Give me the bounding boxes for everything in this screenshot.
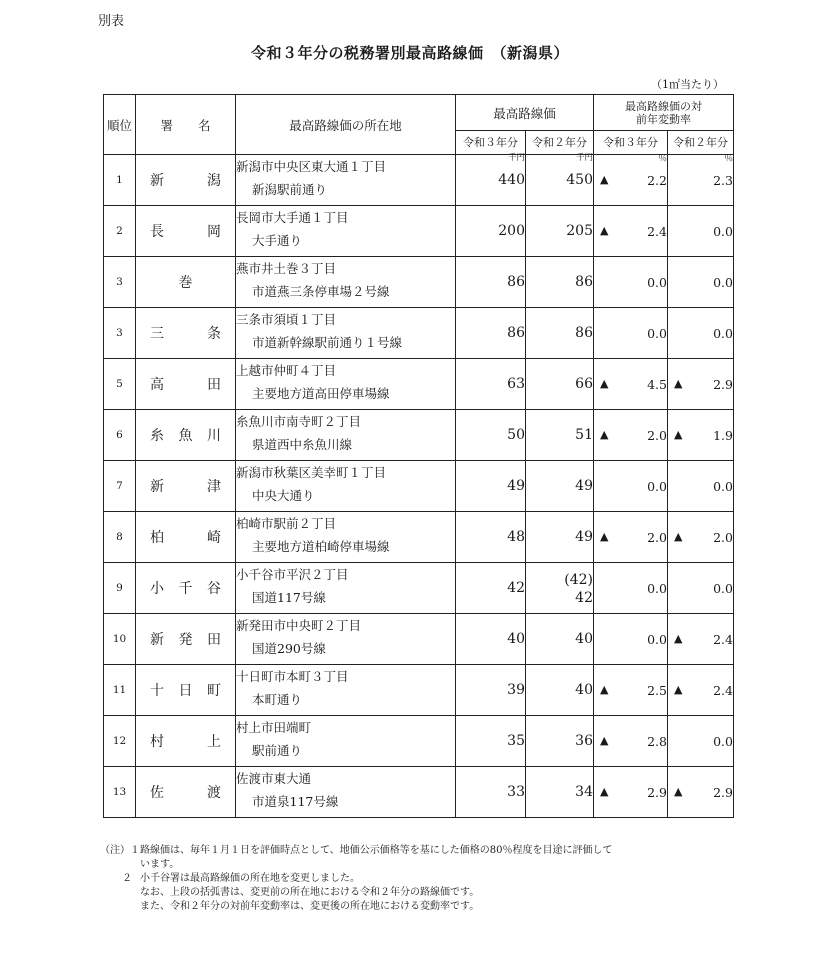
rate-r2: 2.4: [713, 631, 733, 647]
header-rate: [594, 95, 734, 131]
price-r3: 35: [507, 733, 525, 749]
rate-r3-cell: [594, 665, 668, 716]
rate-r3: 2.2: [647, 172, 667, 188]
location-line-2: 市道新幹線駅前通り１号線: [252, 335, 403, 350]
location-cell: [236, 155, 456, 206]
price-r3-cell: [456, 155, 526, 206]
table-row: [104, 767, 734, 818]
price-r2-cell: [526, 308, 594, 359]
office-char: 小: [150, 581, 164, 597]
header-rate-r2: 令和２年分: [668, 131, 734, 155]
price-r3-cell: [456, 614, 526, 665]
location-line-1: 新発田市中央町２丁目: [236, 618, 362, 633]
location-cell: [236, 716, 456, 767]
rate-r2: 2.9: [713, 376, 733, 392]
rate-r2-cell: [668, 410, 734, 461]
price-r2: 86: [575, 274, 593, 290]
rate-r2-cell: [668, 155, 734, 206]
price-r3: 50: [507, 427, 525, 443]
rate-r3: 0.0: [647, 478, 667, 494]
office-cell: [136, 512, 236, 563]
price-r2: 40: [575, 631, 593, 647]
price-r2: 40: [575, 682, 593, 698]
price-r3: 33: [507, 784, 525, 800]
location-line-2: 本町通り: [252, 692, 303, 707]
price-r3: 49: [507, 478, 525, 494]
rate-r2-cell: [668, 359, 734, 410]
rate-r2-cell: [668, 512, 734, 563]
price-r3: 200: [498, 223, 525, 239]
rate-r3-cell: [594, 614, 668, 665]
price-r2: 86: [575, 325, 593, 341]
rate-r3: 2.0: [647, 529, 667, 545]
price-r3: 40: [507, 631, 525, 647]
rank-cell: 5: [104, 359, 136, 410]
notes: [100, 844, 740, 914]
office-char: 田: [207, 377, 221, 393]
rate-r2-cell: [668, 206, 734, 257]
location-line-1: 長岡市大手通１丁目: [236, 210, 349, 225]
header-rate-label: 最高路線価の対前年変動率: [625, 99, 702, 126]
location-cell: [236, 665, 456, 716]
price-r3-cell: [456, 716, 526, 767]
office-char: 川: [207, 428, 221, 444]
rate-r3: 4.5: [647, 376, 667, 392]
decrease-triangle-icon: ▲: [600, 376, 609, 390]
office-char: 魚: [178, 428, 193, 444]
table-row: [104, 716, 734, 767]
rate-r2-cell: [668, 461, 734, 512]
office-char: 上: [207, 734, 221, 750]
location-line-2: 主要地方道柏崎停車場線: [252, 539, 390, 554]
rate-unit: ％: [724, 153, 733, 164]
price-r2: 42: [575, 590, 593, 606]
table-body: [104, 155, 734, 818]
price-r2-cell: [526, 716, 594, 767]
rank-cell: 8: [104, 512, 136, 563]
rank-cell: 7: [104, 461, 136, 512]
location-line-1: 上越市仲町４丁目: [236, 363, 337, 378]
price-r2-cell: [526, 665, 594, 716]
office-char: 村: [150, 734, 164, 750]
office-char: 日: [178, 683, 193, 699]
header-office: 署 名: [136, 95, 236, 155]
price-r2-prev: (42): [564, 572, 593, 588]
location-line-1: 村上市田端町: [236, 720, 312, 735]
rate-r3: 0.0: [647, 274, 667, 290]
location-line-2: 市道燕三条停車場２号線: [252, 284, 390, 299]
header-price: 最高路線価: [456, 95, 594, 131]
price-r2: 450: [566, 172, 593, 188]
rate-r2: 0.0: [713, 274, 733, 290]
rate-r2: 0.0: [713, 580, 733, 596]
rate-r3: 2.8: [647, 733, 667, 749]
location-line-1: 燕市井土巻３丁目: [236, 261, 337, 276]
rate-r3-cell: [594, 410, 668, 461]
price-r3: 42: [507, 580, 525, 596]
office-cell: [136, 563, 236, 614]
office-char: 田: [207, 632, 221, 648]
rate-r3: 2.9: [647, 784, 667, 800]
office-char: 糸: [150, 428, 164, 444]
note-2-label: ２: [122, 873, 132, 884]
location-cell: [236, 512, 456, 563]
office-char: 柏: [150, 530, 164, 546]
office-char: 十: [150, 683, 164, 699]
price-r3: 86: [507, 325, 525, 341]
price-r2-cell: [526, 767, 594, 818]
price-r3-cell: [456, 665, 526, 716]
office-char: 発: [178, 632, 193, 648]
office-char: 佐: [150, 785, 164, 801]
office-char: 高: [150, 377, 164, 393]
rate-r2-cell: [668, 563, 734, 614]
location-line-2: 国道290号線: [252, 641, 326, 656]
rate-r3-cell: [594, 563, 668, 614]
rate-r2-cell: [668, 614, 734, 665]
price-r2-cell: [526, 359, 594, 410]
header-location: 最高路線価の所在地: [236, 95, 456, 155]
location-cell: [236, 563, 456, 614]
rate-r3: 0.0: [647, 325, 667, 341]
table-row: [104, 614, 734, 665]
location-cell: [236, 410, 456, 461]
location-cell: [236, 614, 456, 665]
rate-r2-cell: [668, 257, 734, 308]
header-rank: 順位: [104, 95, 136, 155]
location-line-1: 三条市須頃１丁目: [236, 312, 337, 327]
price-r2: 36: [575, 733, 593, 749]
table-row: [104, 665, 734, 716]
table-row: [104, 308, 734, 359]
header-price-r2: 令和２年分: [526, 131, 594, 155]
rate-r2: 2.3: [713, 172, 733, 188]
unit-label: （1㎡当たり）: [651, 78, 724, 91]
price-r3-cell: [456, 461, 526, 512]
price-r3-cell: [456, 410, 526, 461]
rate-r3-cell: [594, 308, 668, 359]
rate-r3-cell: [594, 359, 668, 410]
location-line-1: 小千谷市平沢２丁目: [236, 567, 349, 582]
price-r2-cell: [526, 257, 594, 308]
decrease-triangle-icon: ▲: [600, 427, 609, 441]
price-r3: 86: [507, 274, 525, 290]
location-line-2: 主要地方道高田停車場線: [252, 386, 390, 401]
location-line-2: 駅前通り: [252, 743, 303, 758]
rank-cell: 13: [104, 767, 136, 818]
office-char: 巻: [178, 275, 193, 291]
rank-cell: 9: [104, 563, 136, 614]
location-line-1: 十日町市本町３丁目: [236, 669, 349, 684]
decrease-triangle-icon: ▲: [600, 223, 609, 237]
table-row: [104, 257, 734, 308]
rank-cell: 2: [104, 206, 136, 257]
rank-cell: 3: [104, 257, 136, 308]
rate-r2: 0.0: [713, 478, 733, 494]
rate-r2-cell: [668, 767, 734, 818]
rate-r3: 2.0: [647, 427, 667, 443]
office-char: 渡: [207, 785, 221, 801]
location-cell: [236, 257, 456, 308]
decrease-triangle-icon: ▲: [674, 529, 683, 543]
office-cell: [136, 767, 236, 818]
decrease-triangle-icon: ▲: [600, 172, 609, 186]
price-r2-cell: [526, 512, 594, 563]
location-cell: [236, 461, 456, 512]
price-r2: 66: [575, 376, 593, 392]
price-r2: 51: [575, 427, 593, 443]
office-cell: [136, 206, 236, 257]
note-1b: います。: [140, 859, 180, 870]
rank-cell: 10: [104, 614, 136, 665]
rate-r3-cell: [594, 155, 668, 206]
office-char: 谷: [207, 581, 221, 597]
price-unit: 千円: [575, 153, 593, 163]
price-r3: 63: [507, 376, 525, 392]
rate-unit: ％: [658, 153, 667, 164]
table-row: [104, 461, 734, 512]
location-line-1: 新潟市秋葉区美幸町１丁目: [236, 465, 387, 480]
table-row: [104, 512, 734, 563]
table-row: [104, 563, 734, 614]
rate-r2: 2.9: [713, 784, 733, 800]
note-1a: 路線価は、毎年１月１日を評価時点として、地価公示価格等を基にした価格の80％程度を目途に評価して: [140, 845, 613, 856]
rank-cell: 11: [104, 665, 136, 716]
rate-r2: 1.9: [713, 427, 733, 443]
price-r2: 205: [566, 223, 593, 239]
rate-r2-cell: [668, 665, 734, 716]
decrease-triangle-icon: ▲: [600, 529, 609, 543]
price-r3-cell: [456, 308, 526, 359]
office-cell: [136, 155, 236, 206]
decrease-triangle-icon: ▲: [674, 682, 683, 696]
table-row: [104, 359, 734, 410]
note-2a: 小千谷署は最高路線価の所在地を変更しました。: [140, 873, 360, 884]
price-r3-cell: [456, 359, 526, 410]
price-r3: 39: [507, 682, 525, 698]
location-line-1: 佐渡市東大通: [236, 771, 312, 786]
decrease-triangle-icon: ▲: [674, 427, 683, 441]
office-char: 津: [207, 479, 221, 495]
location-line-1: 柏崎市駅前２丁目: [236, 516, 337, 531]
office-char: 潟: [207, 173, 221, 189]
page-title: 令和３年分の税務署別最高路線価 （新潟県）: [250, 44, 569, 62]
rate-r2-cell: [668, 716, 734, 767]
decrease-triangle-icon: ▲: [674, 631, 683, 645]
location-cell: [236, 206, 456, 257]
office-char: 新: [150, 479, 164, 495]
office-char: 町: [207, 683, 221, 699]
rank-cell: 3: [104, 308, 136, 359]
rate-r2: 0.0: [713, 223, 733, 239]
price-r2-cell: [526, 155, 594, 206]
rate-r3: 0.0: [647, 631, 667, 647]
rate-r3: 0.0: [647, 580, 667, 596]
office-cell: [136, 461, 236, 512]
price-r3-cell: [456, 257, 526, 308]
price-r3-cell: [456, 563, 526, 614]
location-line-2: 県道西中糸魚川線: [252, 437, 353, 452]
office-cell: [136, 359, 236, 410]
price-r2-cell: [526, 563, 594, 614]
location-line-2: 中央大通り: [252, 488, 315, 503]
office-char: 三: [150, 326, 164, 342]
price-r2-cell: [526, 614, 594, 665]
decrease-triangle-icon: ▲: [600, 682, 609, 696]
rank-cell: 12: [104, 716, 136, 767]
location-line-2: 国道117号線: [252, 590, 326, 605]
price-r2: 34: [575, 784, 593, 800]
price-r2-cell: [526, 410, 594, 461]
price-unit: 千円: [507, 153, 525, 163]
rate-r3-cell: [594, 257, 668, 308]
price-r2: 49: [575, 529, 593, 545]
office-cell: [136, 614, 236, 665]
decrease-triangle-icon: ▲: [600, 733, 609, 747]
office-cell: [136, 410, 236, 461]
price-r3: 48: [507, 529, 525, 545]
rate-r2: 2.0: [713, 529, 733, 545]
note-label: （注）１: [100, 845, 140, 856]
rate-r3: 2.5: [647, 682, 667, 698]
office-char: 新: [150, 173, 164, 189]
location-line-2: 大手通り: [252, 233, 303, 248]
note-2b: なお、上段の括弧書は、変更前の所在地における令和２年分の路線価です。: [140, 887, 480, 898]
office-char: 千: [178, 581, 193, 597]
rate-r2: 0.0: [713, 733, 733, 749]
rate-r2: 0.0: [713, 325, 733, 341]
price-r3-cell: [456, 767, 526, 818]
price-r2-cell: [526, 206, 594, 257]
table-row: [104, 206, 734, 257]
location-line-1: 新潟市中央区東大通１丁目: [236, 159, 387, 174]
rate-r2: 2.4: [713, 682, 733, 698]
office-char: 条: [207, 326, 221, 342]
location-cell: [236, 359, 456, 410]
table-row: [104, 155, 734, 206]
rate-r3: 2.4: [647, 223, 667, 239]
rate-r3-cell: [594, 716, 668, 767]
price-r3-cell: [456, 206, 526, 257]
location-line-2: 市道泉117号線: [252, 794, 339, 809]
office-char: 崎: [207, 530, 221, 546]
price-r3-cell: [456, 512, 526, 563]
table-row: [104, 410, 734, 461]
rate-r3-cell: [594, 206, 668, 257]
rate-r3-cell: [594, 767, 668, 818]
decrease-triangle-icon: ▲: [600, 784, 609, 798]
price-r3: 440: [498, 172, 525, 188]
price-r2: 49: [575, 478, 593, 494]
rank-cell: 1: [104, 155, 136, 206]
decrease-triangle-icon: ▲: [674, 376, 683, 390]
office-char: 長: [150, 224, 164, 240]
location-cell: [236, 308, 456, 359]
location-line-2: 新潟駅前通り: [252, 182, 328, 197]
rate-r3-cell: [594, 512, 668, 563]
office-cell: [136, 257, 236, 308]
rate-r3-cell: [594, 461, 668, 512]
office-cell: [136, 716, 236, 767]
note-2c: また、令和２年分の対前年変動率は、変更後の所在地における変動率です。: [140, 901, 480, 912]
office-cell: [136, 308, 236, 359]
office-char: 新: [150, 632, 164, 648]
decrease-triangle-icon: ▲: [674, 784, 683, 798]
office-char: 岡: [207, 224, 221, 240]
annex-label: 別表: [98, 14, 125, 29]
price-table: [103, 94, 734, 818]
location-line-1: 糸魚川市南寺町２丁目: [236, 414, 362, 429]
rate-r2-cell: [668, 308, 734, 359]
header-price-r3: 令和３年分: [456, 131, 526, 155]
location-cell: [236, 767, 456, 818]
office-cell: [136, 665, 236, 716]
price-r2-cell: [526, 461, 594, 512]
rank-cell: 6: [104, 410, 136, 461]
header-rate-r3: 令和３年分: [594, 131, 668, 155]
